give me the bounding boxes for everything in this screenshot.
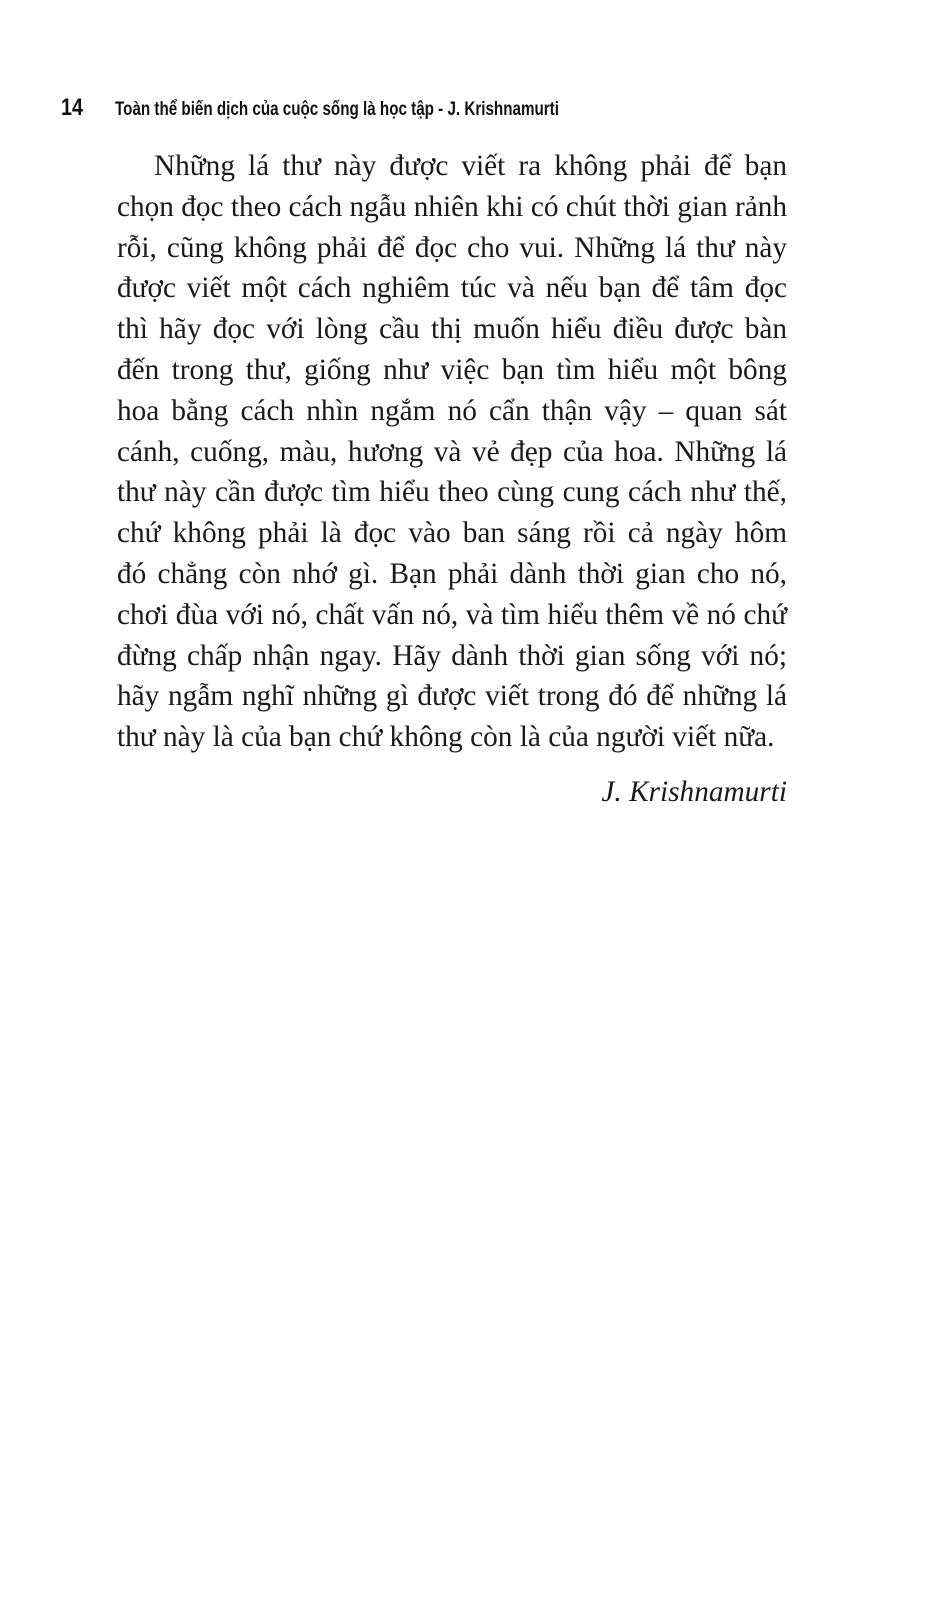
page-number: 14 xyxy=(61,94,83,121)
running-header xyxy=(61,94,841,128)
paragraph-line: đến trong thư, giống như việc bạn tìm hiểu một bông xyxy=(117,353,787,386)
paragraph-line: chứ không phải là đọc vào ban sáng rồi cả ngày hôm xyxy=(117,517,787,550)
paragraph-line: rỗi, cũng không phải để đọc cho vui. Những lá thư này xyxy=(117,231,787,264)
author-signature: J. Krishnamurti xyxy=(601,776,787,808)
paragraph-line: đó chẳng còn nhớ gì. Bạn phải dành thời gian cho nó, xyxy=(117,557,787,590)
paragraph-line: Những lá thư này được viết ra không phải để bạn xyxy=(154,150,787,182)
running-title: Toàn thể biến dịch của cuộc sống là học tập - J. Krishnamurti xyxy=(115,99,559,120)
body-paragraph xyxy=(117,146,787,758)
paragraph-line: thư này cần được tìm hiểu theo cùng cung cách như thế, xyxy=(117,476,787,509)
paragraph-line: đừng chấp nhận ngay. Hãy dành thời gian sống với nó; xyxy=(117,639,787,672)
paragraph-line: chọn đọc theo cách ngẫu nhiên khi có chút thời gian rảnh xyxy=(117,190,787,223)
paragraph-line: chơi đùa với nó, chất vấn nó, và tìm hiểu thêm về nó chứ xyxy=(117,598,787,631)
paragraph-line: hãy ngẫm nghĩ những gì được viết trong đó để những lá xyxy=(117,680,787,713)
paragraph-line: hoa bằng cách nhìn ngắm nó cẩn thận vậy – quan sát xyxy=(117,394,787,427)
paragraph-line: thư này là của bạn chứ không còn là của người viết nữa. xyxy=(117,721,775,754)
paragraph-line: thì hãy đọc với lòng cầu thị muốn hiểu điều được bàn xyxy=(117,313,787,346)
paragraph-line: cánh, cuống, màu, hương và vẻ đẹp của hoa. Những lá xyxy=(117,435,787,468)
paragraph-line: được viết một cách nghiêm túc và nếu bạn để tâm đọc xyxy=(117,272,787,305)
